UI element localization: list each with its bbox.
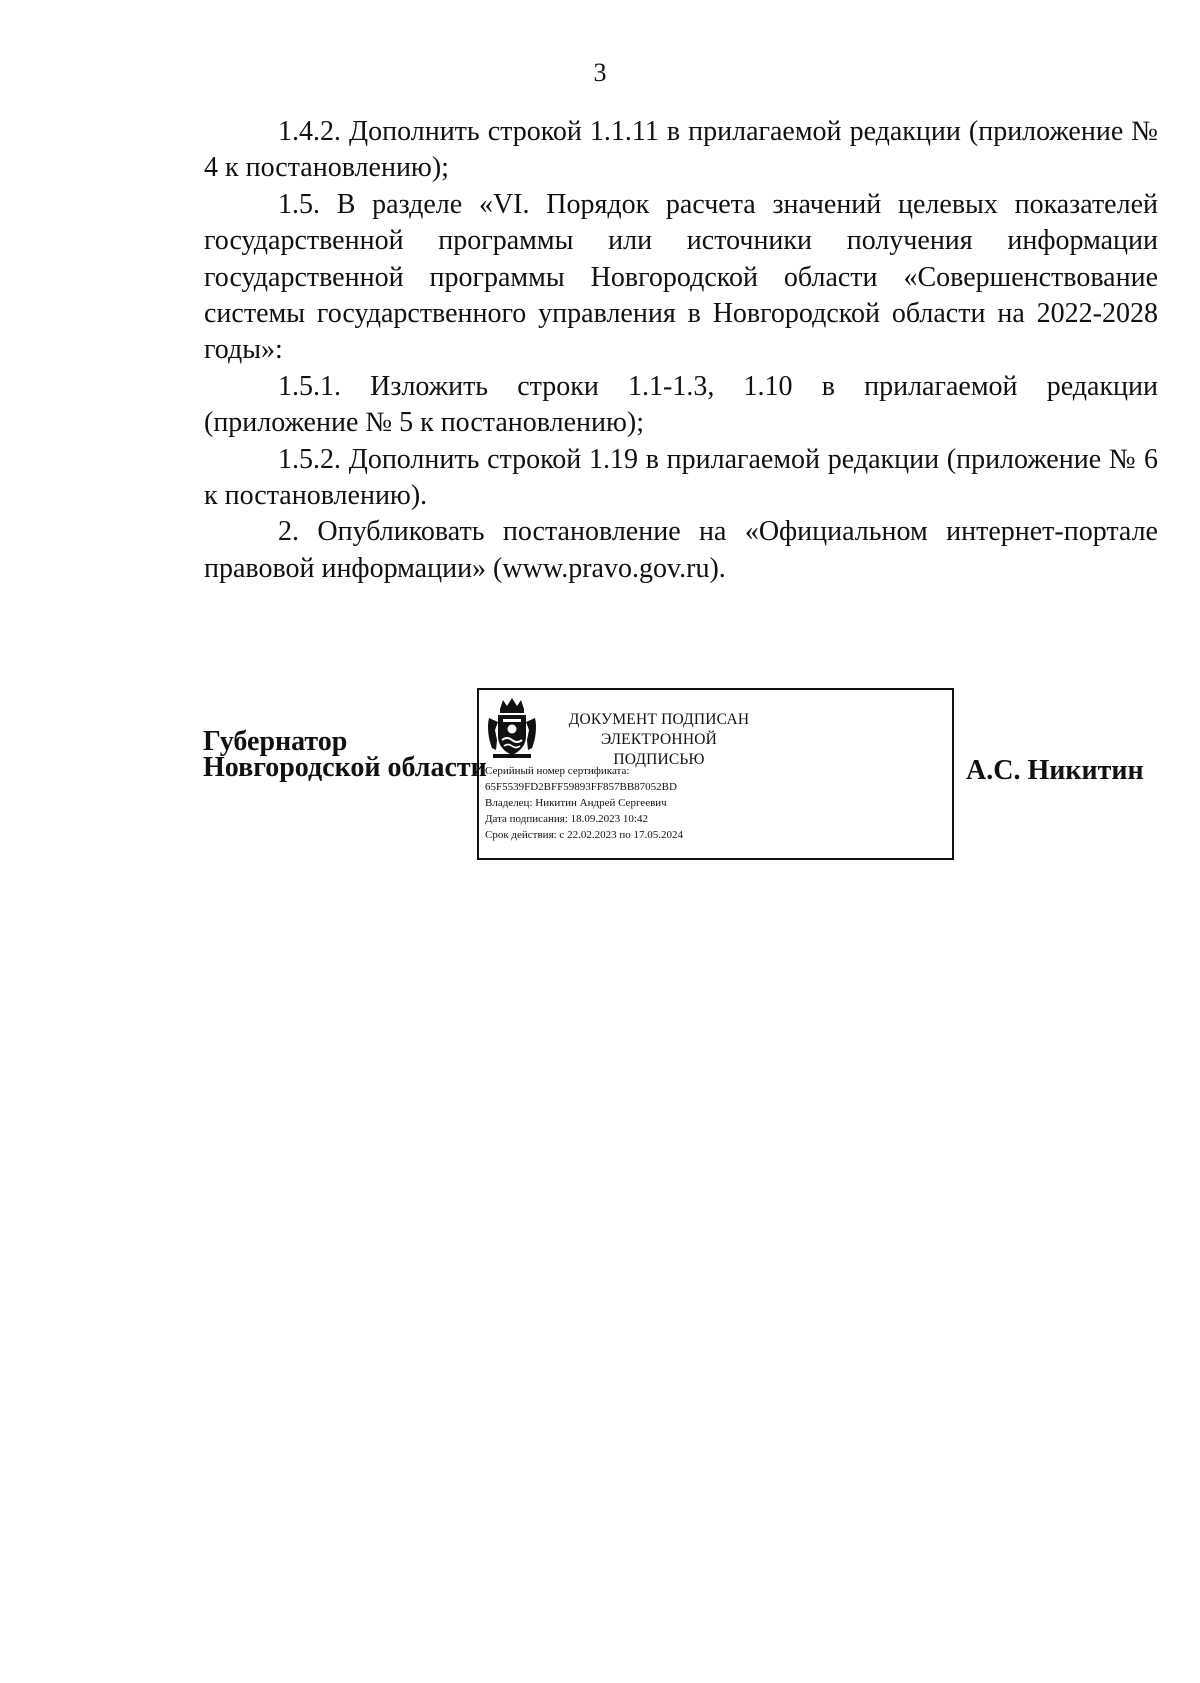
signer-position [203, 726, 487, 783]
signer-name: А.С. Никитин [966, 755, 1144, 786]
signer-position-line-1: Губернатор [203, 726, 348, 757]
stamp-heading-line-1: ДОКУМЕНТ ПОДПИСАН [568, 711, 750, 728]
paragraph-1-5-2: 1.5.2. Дополнить строкой 1.19 в прилагаемой редакции (приложение № 6 к постановлению). [204, 443, 1158, 512]
document-body [204, 114, 1158, 587]
certificate-owner: Владелец: Никитин Андрей Сергеевич [485, 797, 667, 809]
paragraph-2: 2. Опубликовать постановление на «Официальном интернет-портале правовой информации» (www.pravo.gov.ru). [204, 516, 1158, 584]
paragraph-1-5: 1.5. В разделе «VI. Порядок расчета значений целевых показателей государственной программы или источники получения информации государственной программы Новгородской области «Совершенствование системы государственного управления в Новгородской области на 2022-2028 годы»: [204, 188, 1158, 366]
certificate-validity: Срок действия: с 22.02.2023 по 17.05.2024 [485, 829, 683, 841]
stamp-details [485, 763, 683, 843]
certificate-number: 65F5539FD2BFF59893FF857BB87052BD [485, 781, 677, 793]
signing-date: Дата подписания: 18.09.2023 10:42 [485, 813, 648, 825]
stamp-heading [559, 710, 759, 770]
paragraph-1-4-2: 1.4.2. Дополнить строкой 1.1.11 в прилагаемой редакции (приложение № 4 к постановлению); [204, 116, 1158, 184]
coat-of-arms-icon [487, 696, 537, 760]
signature-block [0, 688, 1200, 868]
stamp-heading-line-2: ЭЛЕКТРОННОЙ ПОДПИСЬЮ [600, 731, 718, 768]
electronic-signature-stamp [477, 688, 954, 860]
certificate-label: Серийный номер сертификата: [485, 765, 630, 777]
signer-position-line-2: Новгородской области [203, 752, 487, 783]
page-number: 3 [593, 58, 607, 87]
paragraph-1-5-1: 1.5.1. Изложить строки 1.1-1.3, 1.10 в прилагаемой редакции (приложение № 5 к постановлению); [204, 370, 1158, 439]
